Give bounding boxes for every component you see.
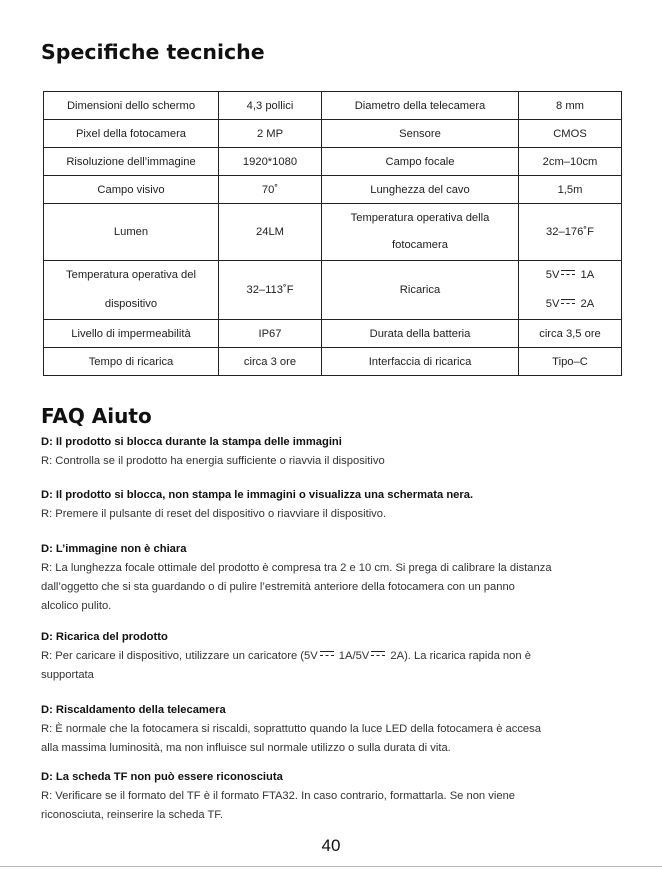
faq-question: D: L’immagine non è chiara (41, 543, 187, 555)
spec-cell: Tempo di ricarica (44, 348, 219, 376)
spec-cell: circa 3 ore (219, 348, 322, 376)
spec-row (44, 176, 622, 204)
faq-answer-part: 1A/5V (335, 650, 370, 662)
spec-cell (322, 204, 519, 261)
spec-row (44, 320, 622, 348)
faq-question: D: Il prodotto si blocca, non stampa le immagini o visualizza una schermata nera. (41, 489, 474, 501)
spec-row (44, 204, 622, 261)
current-text: 1A (580, 269, 595, 281)
charging-spec-line (522, 261, 618, 290)
faq-item (41, 540, 631, 616)
faq-answer-line: R: La lunghezza focale ottimale del prodotto è compresa tra 2 e 10 cm. Si prega di calibrare la distanza (41, 562, 552, 574)
page-number: 40 (321, 836, 341, 855)
dc-symbol-icon (561, 298, 575, 306)
faq-question: D: Il prodotto si blocca durante la stampa delle immagini (41, 436, 342, 448)
faq-answer-line: alla massima luminosità, ma non influisce sul normale utilizzo o sulla durata di vita. (41, 742, 451, 754)
dc-symbol-icon (320, 650, 334, 658)
faq-question: D: Riscaldamento della telecamera (41, 704, 226, 716)
dc-symbol-icon (371, 650, 385, 658)
spec-row (44, 148, 622, 176)
spec-cell: Diametro della telecamera (322, 92, 519, 120)
faq-question: D: La scheda TF non può essere riconosciuta (41, 771, 283, 783)
spec-cell: 32–113˚F (219, 261, 322, 320)
spec-row (44, 261, 622, 320)
faq-answer: R: Controlla se il prodotto ha energia sufficiente o riavvia il dispositivo (41, 455, 385, 467)
faq-item (41, 486, 631, 524)
faq-answer-line: R: È normale che la fotocamera si riscaldi, soprattutto quando la luce LED della fotocamera è accesa (41, 723, 541, 735)
spec-cell: Lunghezza del cavo (322, 176, 519, 204)
faq-answer: R: Premere il pulsante di reset del dispositivo o riavviare il dispositivo. (41, 508, 387, 520)
dc-symbol-icon (561, 269, 575, 277)
spec-cell: Lumen (44, 204, 219, 261)
voltage-text: 5V (545, 269, 560, 281)
faq-item (41, 701, 631, 758)
spec-cell: Dimensioni dello schermo (44, 92, 219, 120)
current-text: 2A (580, 298, 595, 310)
spec-cell: Campo visivo (44, 176, 219, 204)
spec-cell-line: fotocamera (392, 239, 448, 251)
charging-spec-line (522, 290, 618, 319)
spec-cell: Interfaccia di ricarica (322, 348, 519, 376)
spec-cell: IP67 (219, 320, 322, 348)
spec-cell: 1,5m (519, 176, 622, 204)
spec-cell: 1920*1080 (219, 148, 322, 176)
spec-cell: 70˚ (219, 176, 322, 204)
spec-cell: Pixel della fotocamera (44, 120, 219, 148)
spec-cell: Risoluzione dell’immagine (44, 148, 219, 176)
faq-question: D: Ricarica del prodotto (41, 631, 168, 643)
spec-cell: 2cm–10cm (519, 148, 622, 176)
faq-answer-line: R: Verificare se il formato del TF è il formato FTA32. In caso contrario, formattarla. Se non viene (41, 790, 516, 802)
faq-item (41, 628, 631, 685)
spec-row (44, 120, 622, 148)
spec-row (44, 92, 622, 120)
spec-cell: Sensore (322, 120, 519, 148)
bottom-divider (0, 866, 662, 867)
faq-answer-line: dall’oggetto che si sta guardando o di pulire l’estremità anteriore della fotocamera con un panno (41, 581, 515, 593)
spec-cell: Livello di impermeabilità (44, 320, 219, 348)
spec-cell: 24LM (219, 204, 322, 261)
faq-answer-line (41, 647, 631, 666)
spec-cell-line: Temperatura operativa del (66, 269, 196, 281)
spec-cell: 4,3 pollici (219, 92, 322, 120)
faq-answer-part: R: Per caricare il dispositivo, utilizzare un caricatore (5V (41, 650, 318, 662)
spec-cell: circa 3,5 ore (519, 320, 622, 348)
spec-cell-line: Temperatura operativa della (350, 212, 490, 224)
voltage-text: 5V (545, 298, 560, 310)
spec-cell (519, 261, 622, 320)
spec-cell (44, 261, 219, 320)
spec-table (43, 91, 622, 376)
faq-answer-line: supportata (41, 669, 94, 681)
faq-title: FAQ Aiuto (41, 404, 152, 428)
spec-cell: CMOS (519, 120, 622, 148)
spec-cell-line: dispositivo (104, 298, 158, 310)
spec-cell: Ricarica (322, 261, 519, 320)
spec-cell: 32–176˚F (519, 204, 622, 261)
faq-answer-line: riconosciuta, reinserire la scheda TF. (41, 809, 223, 821)
faq-answer-part: 2A). La ricarica rapida non è (387, 650, 531, 662)
spec-cell: 2 MP (219, 120, 322, 148)
faq-answer-line: alcolico pulito. (41, 600, 112, 612)
spec-cell: 8 mm (519, 92, 622, 120)
faq-item (41, 433, 631, 471)
spec-title: Specifiche tecniche (41, 40, 265, 64)
spec-row (44, 348, 622, 376)
spec-cell: Campo focale (322, 148, 519, 176)
spec-cell: Tipo–C (519, 348, 622, 376)
faq-item (41, 768, 631, 825)
spec-cell: Durata della batteria (322, 320, 519, 348)
